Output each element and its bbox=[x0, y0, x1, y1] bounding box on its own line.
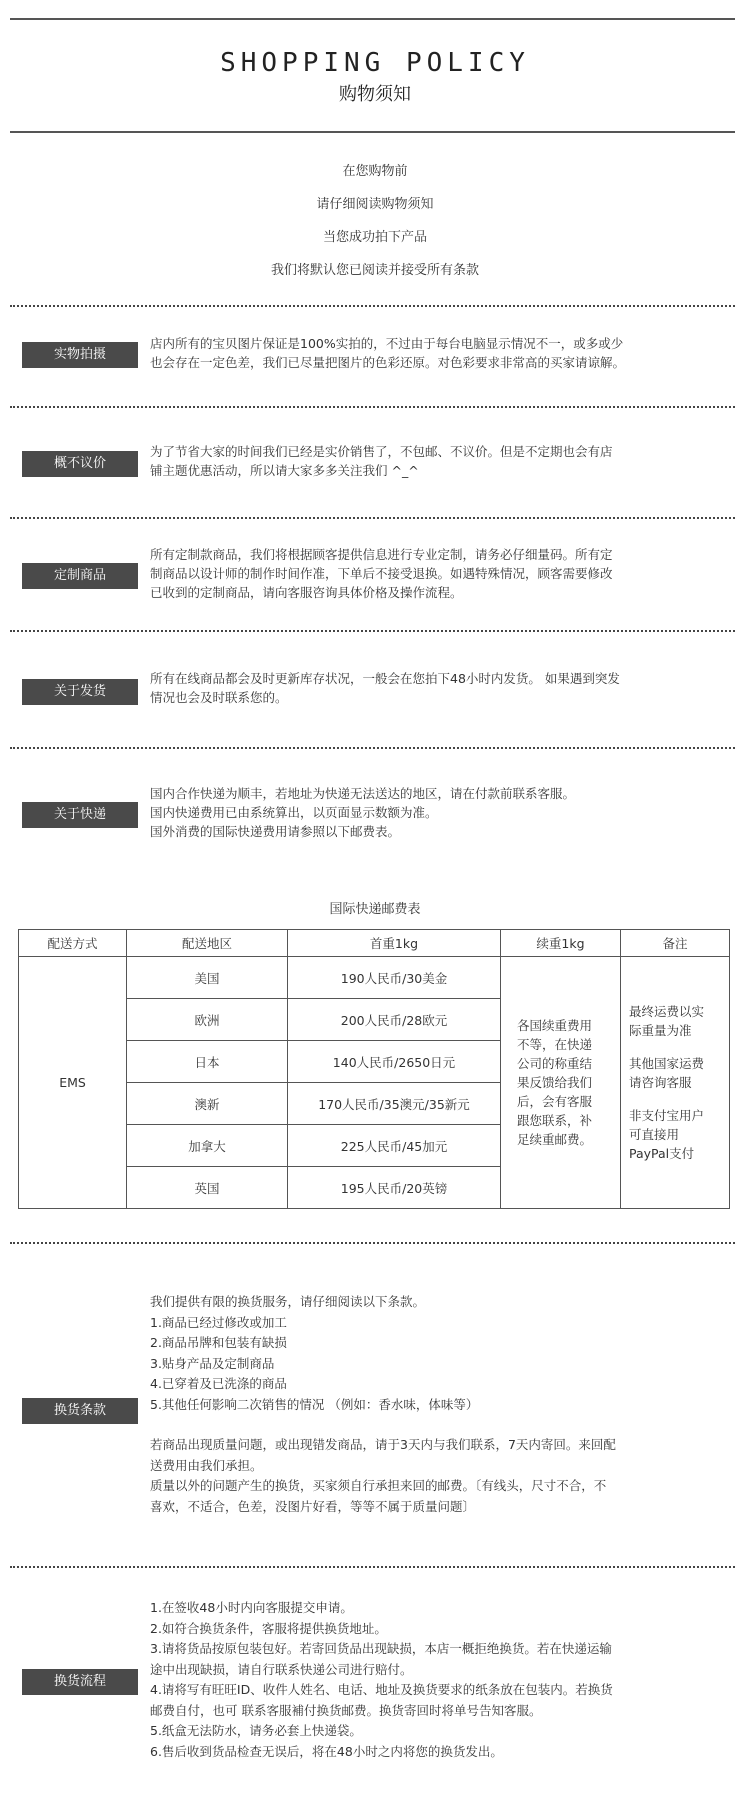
divider bbox=[10, 1242, 735, 1244]
table-header-cell: 配送方式 bbox=[19, 930, 127, 957]
divider bbox=[10, 517, 735, 519]
table-header-cell: 配送地区 bbox=[127, 930, 288, 957]
region-cell: 加拿大 bbox=[127, 1125, 288, 1167]
divider bbox=[10, 630, 735, 632]
region-cell: 英国 bbox=[127, 1167, 288, 1209]
price-cell: 200人民币/28欧元 bbox=[288, 999, 501, 1041]
price-cell: 195人民币/20英镑 bbox=[288, 1167, 501, 1209]
divider bbox=[10, 747, 735, 749]
region-cell: 日本 bbox=[127, 1041, 288, 1083]
table-header-cell: 备注 bbox=[621, 930, 730, 957]
shipping-table bbox=[18, 929, 730, 1209]
price-cell: 190人民币/30美金 bbox=[288, 957, 501, 999]
shipping-method-cell: EMS bbox=[19, 957, 127, 1209]
section-label-exchange-process: 换货流程 bbox=[22, 1669, 138, 1695]
section-label-courier: 关于快递 bbox=[22, 802, 138, 828]
divider bbox=[10, 406, 735, 408]
section-text-no-bargain: 为了节省大家的时间我们已经是实价销售了，不包邮、不议价。但是不定期也会有店 铺主题优惠活动，所以请大家多多关注我们 ^_^ bbox=[150, 444, 613, 478]
top-rule bbox=[10, 18, 735, 20]
shipping-table-title: 国际快递邮费表 bbox=[329, 902, 421, 917]
price-cell: 170人民币/35澳元/35新元 bbox=[288, 1083, 501, 1125]
table-header-cell: 续重1kg bbox=[501, 930, 621, 957]
section-text-courier: 国内合作快递为顺丰，若地址为快递无法送达的地区，请在付款前联系客服。 国内快递费用已由系统算出，以页面显示数额为准。 国外消费的国际快递费用请参照以下邮费表。 bbox=[150, 786, 576, 839]
intro-line: 我们将默认您已阅读并接受所有条款 bbox=[270, 263, 479, 278]
section-label-shipping: 关于发货 bbox=[22, 679, 138, 705]
renew-weight-cell: 各国续重费用 不等，在快递 公司的称重结 果反馈给我们 后，会有客服 跟您联系，补 足续重邮费。 bbox=[501, 957, 621, 1209]
section-label-photos: 实物拍摄 bbox=[22, 342, 138, 368]
section-text-custom: 所有定制款商品，我们将根据顾客提供信息进行专业定制，请务必仔细量码。所有定 制商品以设计师的制作时间作准，下单后不接受退换。如遇特殊情况，顾客需要修改 已收到的定制商品，请向客服咨询具体价格及操作流程。 bbox=[150, 547, 613, 600]
section-text-exchange-terms: 我们提供有限的换货服务，请仔细阅读以下条款。 1.商品已经过修改或加工 2.商品吊牌和包装有缺损 3.贴身产品及定制商品 4.已穿着及已洗涤的商品 5.其他任何影响二次销售的情况 （例如：香水味，体味等） 若商品出现质量问题，或出现错发商品，请于3天内与我们联系，7天内寄回。来回配 送费用由我们承担。 质量以外的问题产生的换货，买家须自行承担来回的邮费。〔有线头，尺寸不合，不 喜欢，不适合，色差，没图片好看，等等不属于质量问题〕 bbox=[150, 1294, 616, 1514]
price-cell: 225人民币/45加元 bbox=[288, 1125, 501, 1167]
section-text-photos: 店内所有的宝贝图片保证是100%实拍的，不过由于每台电脑显示情况不一，或多或少 也会存在一定色差，我们已尽量把图片的色彩还原。对色彩要求非常高的买家请谅解。 bbox=[150, 336, 626, 370]
table-header-cell: 首重1kg bbox=[288, 930, 501, 957]
section-label-custom: 定制商品 bbox=[22, 563, 138, 589]
table-row bbox=[19, 957, 730, 999]
divider bbox=[10, 305, 735, 307]
region-cell: 欧洲 bbox=[127, 999, 288, 1041]
price-cell: 140人民币/2650日元 bbox=[288, 1041, 501, 1083]
page-title-cn: 购物须知 bbox=[339, 84, 411, 105]
page-title-en: SHOPPING POLICY bbox=[220, 48, 530, 78]
section-text-shipping: 所有在线商品都会及时更新库存状况，一般会在您拍下48小时内发货。 如果遇到突发 情况也会及时联系您的。 bbox=[150, 671, 620, 705]
table-header-row bbox=[19, 930, 730, 957]
region-cell: 美国 bbox=[127, 957, 288, 999]
header-bottom-rule bbox=[10, 131, 735, 133]
divider bbox=[10, 1566, 735, 1568]
section-label-exchange-terms: 换货条款 bbox=[22, 1398, 138, 1424]
region-cell: 澳新 bbox=[127, 1083, 288, 1125]
section-text-exchange-process: 1.在签收48小时内向客服提交申请。 2.如符合换货条件，客服将提供换货地址。 3.请将货品按原包装包好。若寄回货品出现缺损，本店一概拒绝换货。若在快递运输 途中出现缺损，请自行联系快递公司进行赔付。 4.请将写有旺旺ID、收件人姓名、电话、地址及换货要求的纸条放在包装内。若换货 邮费自付，也可 联系客服補付换货邮费。换货寄回时将单号告知客服。 5.纸盒无法防水，请务必套上快递袋。 6.售后收到货品检查无误后，将在48小时之内将您的换货发出。 bbox=[150, 1600, 613, 1759]
section-label-no-bargain: 概不议价 bbox=[22, 451, 138, 477]
intro-line: 请仔细阅读购物须知 bbox=[316, 197, 434, 212]
intro-line: 当您成功拍下产品 bbox=[322, 230, 427, 245]
notes-cell: 最终运费以实 际重量为准 其他国家运费 请咨询客服 非支付宝用户 可直接用 PayPal支付 bbox=[621, 957, 730, 1209]
intro-line: 在您购物前 bbox=[342, 164, 408, 179]
